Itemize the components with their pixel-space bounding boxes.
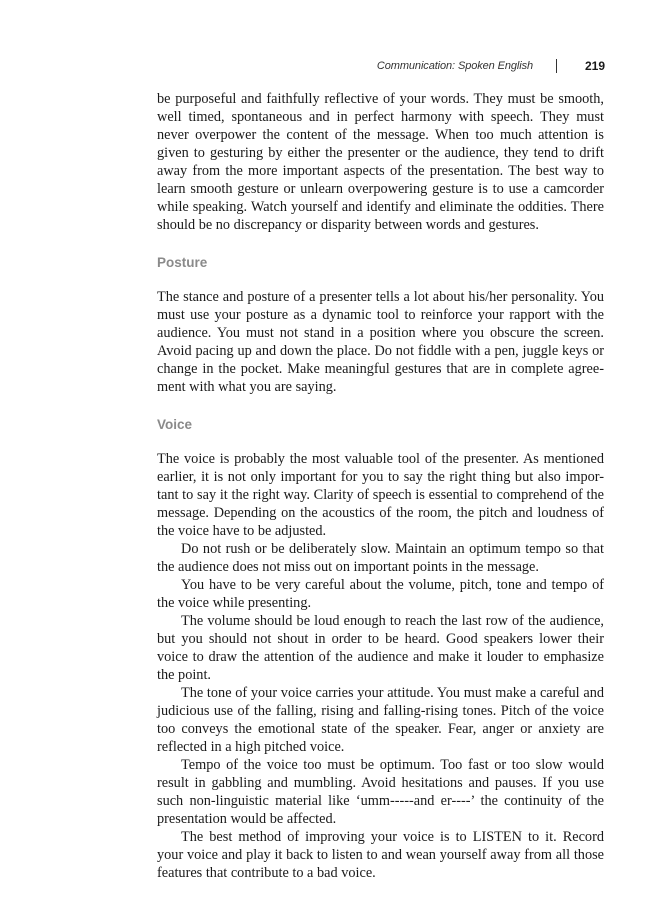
running-head (0, 59, 661, 77)
voice-paragraph: Tempo of the voice too must be optimum. Too fast or too slow would result in gabbling and mumbling. Avoid hesitations and pauses. If you use such non-linguistic material like ‘umm-----and er----’ the continuity of the presentation would be affected. (157, 757, 604, 827)
posture-paragraph: The stance and posture of a presenter tells a lot about his/her personality. You must use your posture as a dynamic tool to reinforce your rapport with the audience. You must not stand in a position where you obscure the screen. Avoid pacing up and down the place. Do not fiddle with a pen, juggle keys or change in the pocket. Make meaningful gestures that are in complete agree-ment with what you are saying. (157, 289, 604, 395)
page-number: 219 (585, 59, 606, 73)
voice-paragraph: The tone of your voice carries your attitude. You must make a careful and judicious use of the falling, rising and falling-rising tones. Pitch of the voice too conveys the emotional state of the speaker. Fear, anger or anxiety are reflected in a high pitched voice. (157, 685, 604, 755)
page-body (157, 90, 604, 882)
spacer (157, 234, 604, 254)
spacer (157, 434, 604, 450)
running-title: Communication: Spoken English (376, 60, 533, 72)
spacer (157, 396, 604, 416)
voice-paragraph: You have to be very careful about the volume, pitch, tone and tempo of the voice while presenting. (157, 577, 604, 611)
intro-paragraph: be purposeful and faithfully reflective of your words. They must be smooth, well timed, spontaneous and in perfect harmony with speech. They must never overpower the content of the message. When too much attention is given to gesturing by either the presenter or the audience, they tend to drift away from the more important aspects of the presentation. The best way to learn smooth gesture or unlearn overpowering gesture is to use a camcorder while speaking. Watch yourself and identify and eliminate the oddities. There should be no discrepancy or disparity between words and gestures. (157, 91, 604, 233)
posture-heading: Posture (157, 255, 208, 270)
header-separator (556, 59, 557, 73)
voice-paragraph: The voice is probably the most valuable tool of the presenter. As mentioned earlier, it is not only important for you to say the right thing but also impor-tant to say it the right way. Clarity of speech is essential to comprehend of the message. Depending on the acoustics of the room, the pitch and loudness of the voice have to be adjusted. (157, 451, 604, 539)
voice-paragraph: Do not rush or be deliberately slow. Maintain an optimum tempo so that the audience does not miss out on important points in the message. (157, 541, 604, 575)
spacer (157, 272, 604, 288)
voice-heading: Voice (157, 417, 193, 432)
voice-paragraph: The best method of improving your voice is to LISTEN to it. Record your voice and play it back to listen to and wean yourself away from all those features that contribute to a bad voice. (157, 829, 604, 881)
voice-paragraph: The volume should be loud enough to reach the last row of the audience, but you should not shout in order to be heard. Good speakers lower their voice to draw the attention of the audience and make it louder to emphasize the point. (157, 613, 604, 683)
